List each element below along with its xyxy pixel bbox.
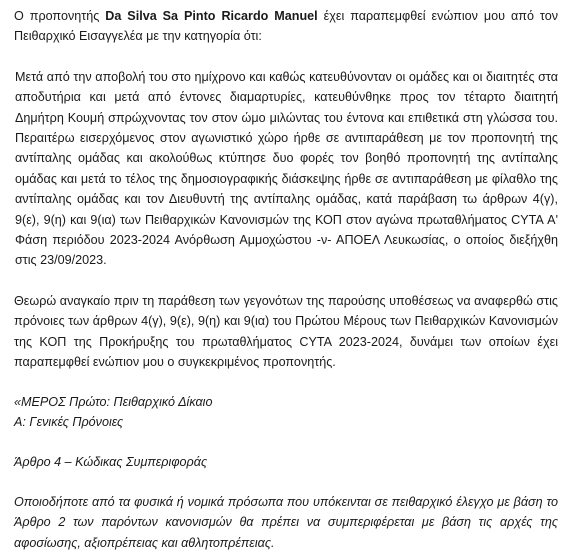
quote-part-label: «ΜΕΡΟΣ Πρώτο: Πειθαρχικό Δίκαιο bbox=[14, 394, 213, 409]
quote-section-label: Α: Γενικές Πρόνοιες bbox=[14, 414, 124, 429]
quote-heading bbox=[14, 392, 558, 433]
consider-paragraph: Θεωρώ αναγκαίο πριν τη παράθεση των γεγονότων της παρούσης υποθέσεως να αναφερθώ στις πρόνοιες των άρθρων 4(γ), 9(ε), 9(η) και 9(ια) του Πρώτου Μέρους των Πειθαρχικών Κανονισμών της ΚΟΠ της Προκήρυξης του πρωταθλήματος CYTA 2023-2024, δυνάμει των οποίων έχει παραπεμφθεί ενώπιον μου ο συγκεκριμένος προπονητής. bbox=[14, 293, 558, 370]
intro-suffix: έχει παραπεμφθεί ενώπιον μου από τον Πειθαρχικό Εισαγγελέα με την κατηγορία ότι: bbox=[14, 9, 558, 44]
intro-paragraph bbox=[14, 6, 558, 47]
coach-name: Da Silva Sa Pinto Ricardo Manuel bbox=[105, 9, 318, 23]
article-text: Οποιοδήποτε από τα φυσικά ή νομικά πρόσωπα που υπόκεινται σε πειθαρχικό έλεγχο με βάση το Άρθρο 2 των παρόντων κανονισμών θα πρέπει να συμπεριφέρεται με βάση τις αρχές της αφοσίωσης, αξιοπρέπειας και αθλητοπρέπειας. bbox=[14, 494, 558, 550]
document-page bbox=[14, 6, 558, 553]
article-title: Άρθρο 4 – Κώδικας Συμπεριφοράς bbox=[14, 455, 208, 470]
intro-prefix: Ο προπονητής bbox=[14, 9, 106, 23]
charge-paragraph: Μετά από την αποβολή του στο ημίχρονο και καθώς κατευθύνονταν οι ομάδες και οι διαιτητές στα αποδυτήρια και μετά από έντονες διαμαρτυρίες, κατευθύνθηκε προς τον τέταρτο διαιτητή Δημήτρη Κουμή σπρώχνοντας τον στον ώμο μιλώντας του έντονα και επιθετικά στη γλώσσα του. Περαιτέρω εισερχόμενος στον αγωνιστικό χώρο ήρθε σε αντιπαράθεση με τον προπονητή της αντίπαλης ομάδας και ακολούθως κτύπησε δυο φορές τον βοηθό προπονητή της αντίπαλης ομάδας και μετά το τέλος της δημοσιογραφικής διάσκεψης ήρθε σε αντιπαράθεση με φίλαθλο της αντίπαλης ομάδας και τον Διευθυντή της αντίπαλης ομάδας, κατά παράβαση τω άρθρων 4(γ), 9(ε), 9(η) και 9(ια) των Πειθαρχικών Κανονισμών της ΚΟΠ στον αγώνα πρωταθλήματος CYTA Α' Φάση περιόδου 2023-2024 Ανόρθωση Αμμοχώστου -ν- ΑΠΟΕΛ Λευκωσίας, ο οποίος διεξήχθη στις 23/09/2023. bbox=[15, 69, 558, 268]
